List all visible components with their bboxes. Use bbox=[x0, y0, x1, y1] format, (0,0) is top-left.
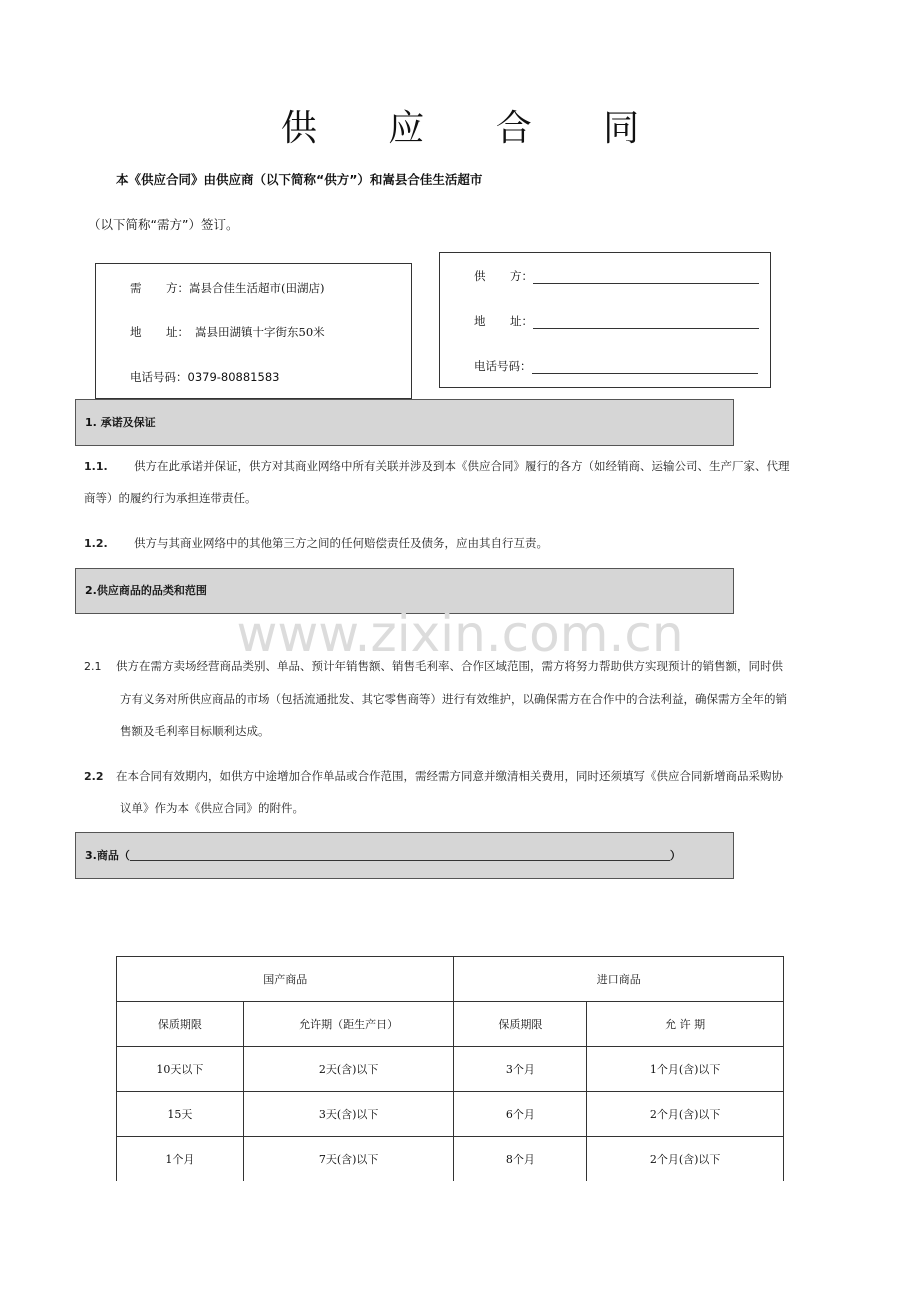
col-domestic-allowance: 允许期（距生产日） bbox=[243, 1002, 454, 1047]
clause-2-2-line-2: 议单》作为本《供应合同》的附件。 bbox=[120, 801, 304, 815]
supply-address-label-b: 址： bbox=[510, 314, 533, 328]
supply-party-box bbox=[439, 252, 771, 388]
table-cell: 15天 bbox=[117, 1092, 244, 1137]
table-cell: 6个月 bbox=[454, 1092, 587, 1137]
supply-phone-blank[interactable] bbox=[532, 361, 758, 374]
demand-address-row bbox=[130, 324, 325, 340]
demand-party-row bbox=[130, 280, 324, 296]
demand-phone-value: 0379-80881583 bbox=[187, 370, 280, 384]
table-column-header-row bbox=[117, 1002, 784, 1047]
supply-party-label-a: 供 bbox=[474, 269, 486, 283]
table-cell: 3个月 bbox=[454, 1047, 587, 1092]
intro-line-2: （以下简称“需方”）签订。 bbox=[88, 217, 239, 232]
group-domestic-header: 国产商品 bbox=[117, 957, 454, 1002]
section-3-blank[interactable] bbox=[130, 847, 670, 861]
section-3-title-suffix: ） bbox=[669, 849, 681, 862]
demand-phone-row bbox=[130, 369, 279, 385]
supply-address-blank[interactable] bbox=[533, 316, 759, 329]
section-3-header bbox=[75, 832, 734, 879]
table-cell: 3天(含)以下 bbox=[243, 1092, 454, 1137]
clause-2-1-text-a: 供方在需方卖场经营商品类别、单品、预计年销售额、销售毛利率、合作区域范围，需方将努力帮助供方实现预计的销售额，同时供 bbox=[116, 659, 783, 673]
table-row bbox=[117, 1137, 784, 1182]
clause-2-2-text-a: 在本合同有效期内，如供方中途增加合作单品或合作范围，需经需方同意并缴清相关费用，同时还须填写《供应合同新增商品采购协 bbox=[116, 769, 783, 783]
demand-party-box bbox=[95, 263, 412, 399]
supply-phone-label: 电话号码： bbox=[474, 359, 532, 373]
supply-party-row bbox=[474, 268, 759, 284]
table-row bbox=[117, 1047, 784, 1092]
clause-2-1-number: 2.1 bbox=[84, 660, 102, 673]
table-cell: 7天(含)以下 bbox=[243, 1137, 454, 1182]
table-cell: 2个月(含)以下 bbox=[587, 1092, 784, 1137]
section-1-title: 1. 承诺及保证 bbox=[85, 416, 156, 429]
demand-party-label-a: 需 bbox=[130, 281, 142, 295]
demand-address-value: 嵩县田湖镇十字街东50米 bbox=[195, 325, 325, 339]
clause-1-1-line-1 bbox=[84, 451, 844, 482]
demand-party-value: 嵩县合佳生活超市(田湖店) bbox=[189, 281, 325, 295]
section-2-title: 2.供应商品的品类和范围 bbox=[85, 584, 207, 597]
col-import-allowance: 允 许 期 bbox=[587, 1002, 784, 1047]
supply-party-label-b: 方： bbox=[510, 269, 533, 283]
document-title: 供 应 合 同 bbox=[280, 108, 670, 149]
table-cell: 1个月(含)以下 bbox=[587, 1047, 784, 1092]
clause-1-1-number: 1.1. bbox=[84, 460, 108, 473]
intro-line-1: 本《供应合同》由供应商（以下简称“供方”）和嵩县合佳生活超市 bbox=[116, 172, 483, 187]
table-cell: 10天以下 bbox=[117, 1047, 244, 1092]
clause-1-2 bbox=[84, 528, 548, 559]
clause-2-1-line-1 bbox=[84, 651, 783, 682]
supply-address-row bbox=[474, 313, 759, 329]
supply-phone-row bbox=[474, 358, 758, 374]
clause-2-2-number: 2.2 bbox=[84, 770, 104, 783]
supply-party-blank[interactable] bbox=[533, 271, 759, 284]
clause-1-1-text-a: 供方在此承诺并保证，供方对其商业网络中所有关联并涉及到本《供应合同》履行的各方（如经销商、运输公司、生产厂家、代理 bbox=[134, 459, 790, 473]
supply-address-label-a: 地 bbox=[474, 314, 486, 328]
col-import-shelf-life: 保质期限 bbox=[454, 1002, 587, 1047]
clause-2-1-line-3: 售额及毛利率目标顺利达成。 bbox=[120, 724, 270, 738]
clause-1-1-line-2: 商等）的履约行为承担连带责任。 bbox=[84, 491, 257, 505]
demand-phone-label: 电话号码： bbox=[130, 370, 188, 384]
clause-2-2-line-1 bbox=[84, 761, 783, 792]
demand-address-label-b: 址： bbox=[166, 325, 189, 339]
col-domestic-shelf-life: 保质期限 bbox=[117, 1002, 244, 1047]
clause-1-2-text: 供方与其商业网络中的其他第三方之间的任何赔偿责任及债务，应由其自行互责。 bbox=[134, 536, 548, 550]
table-row bbox=[117, 1092, 784, 1137]
table-cell: 1个月 bbox=[117, 1137, 244, 1182]
demand-address-label-a: 地 bbox=[130, 325, 142, 339]
section-1-header bbox=[75, 399, 734, 446]
clause-1-2-number: 1.2. bbox=[84, 537, 108, 550]
table-cell: 8个月 bbox=[454, 1137, 587, 1182]
group-import-header: 进口商品 bbox=[454, 957, 784, 1002]
table-cell: 2个月(含)以下 bbox=[587, 1137, 784, 1182]
table-cell: 2天(含)以下 bbox=[243, 1047, 454, 1092]
shelf-life-table bbox=[116, 956, 784, 1181]
demand-party-label-b: 方： bbox=[166, 281, 189, 295]
table-group-header-row bbox=[117, 957, 784, 1002]
section-3-title-prefix: 3.商品（ bbox=[85, 849, 130, 862]
watermark: www.zixin.com.cn bbox=[236, 605, 684, 663]
clause-2-1-line-2: 方有义务对所供应商品的市场（包括流通批发、其它零售商等）进行有效维护，以确保需方在合作中的合法利益，确保需方全年的销 bbox=[120, 692, 787, 706]
